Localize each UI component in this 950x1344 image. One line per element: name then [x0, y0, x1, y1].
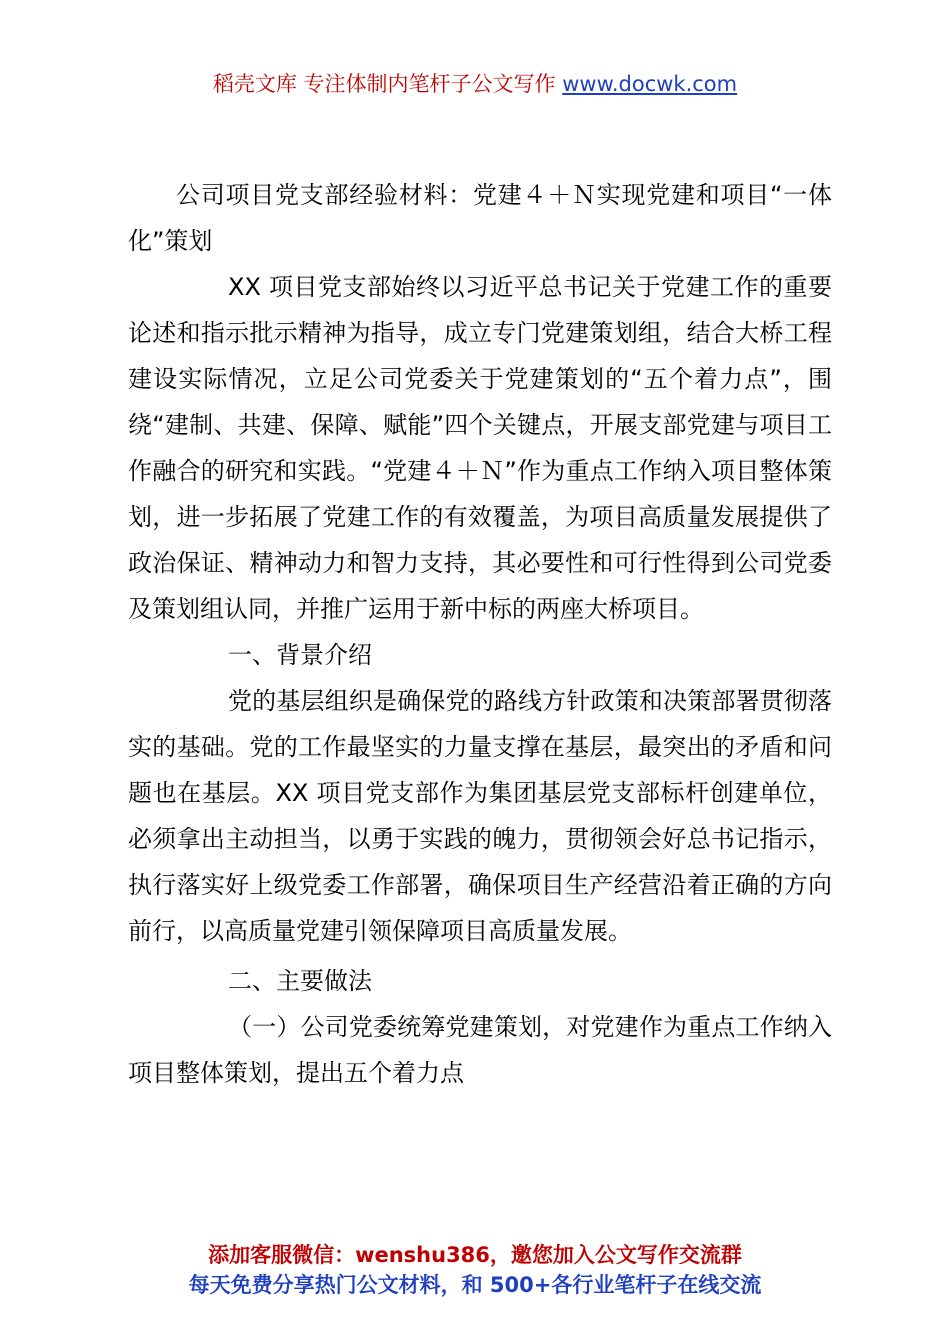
document-body [128, 172, 832, 1096]
site-header [0, 68, 950, 100]
site-url-link[interactable]: www.docwk.com [562, 72, 738, 96]
section-heading-methods: 二、主要做法 [228, 967, 372, 995]
document-title: 公司项目党支部经验材料：党建４＋Ｎ实现党建和项目“一体化”策划 [128, 181, 832, 255]
background-paragraph: 党的基层组织是确保党的路线方针政策和决策部署贯彻落实的基础。党的工作最坚实的力量支撑在基层，最突出的矛盾和问题也在基层。XX 项目党支部作为集团基层党支部标杆创建单位，必须拿出主动担当，以勇于实践的魄力，贯彻领会好总书记指示，执行落实好上级党委工作部署，确保项目生产经营沿着正确的方向前行，以高质量党建引领保障项目高质量发展。 [128, 687, 832, 945]
intro-paragraph: XX 项目党支部始终以习近平总书记关于党建工作的重要论述和指示批示精神为指导，成立专门党建策划组，结合大桥工程建设实际情况，立足公司党委关于党建策划的“五个着力点”，围绕“建制、共建、保障、赋能”四个关键点，开展支部党建与项目工作融合的研究和实践。“党建４＋Ｎ”作为重点工作纳入项目整体策划，进一步拓展了党建工作的有效覆盖，为项目高质量发展提供了政治保证、精神动力和智力支持，其必要性和可行性得到公司党委及策划组认同，并推广运用于新中标的两座大桥项目。 [128, 273, 832, 623]
footer-promo-line: 每天免费分享热门公文材料，和 500+各行业笔杆子在线交流 [188, 1273, 762, 1297]
section-heading-background: 一、背景介绍 [228, 641, 372, 669]
subsection-paragraph: （一）公司党委统筹党建策划，对党建作为重点工作纳入项目整体策划，提出五个着力点 [128, 1013, 832, 1087]
site-brand-text: 稻壳文库 专注体制内笔杆子公文写作 [212, 72, 556, 96]
footer-wechat-line: 添加客服微信：wenshu386，邀您加入公文写作交流群 [208, 1243, 742, 1267]
